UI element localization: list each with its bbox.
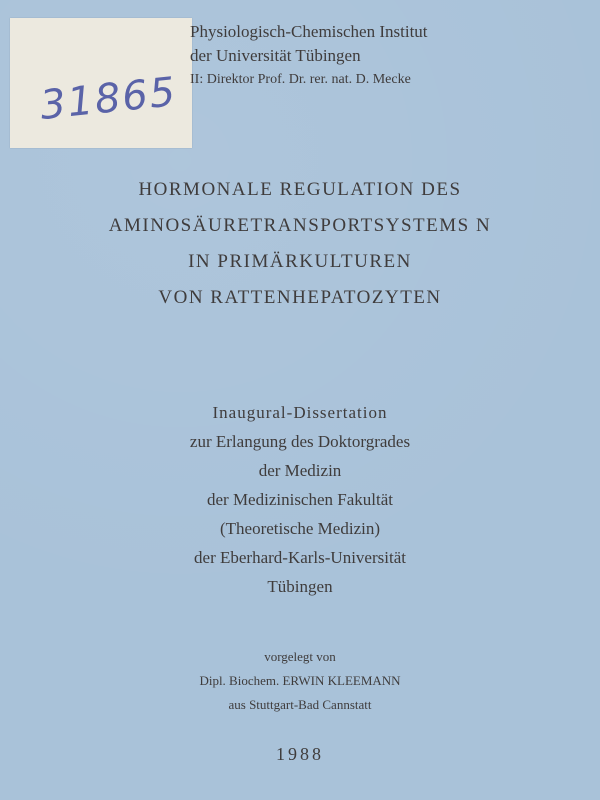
title-line-2: AMINOSÄURETRANSPORTSYSTEMS N [108,215,492,236]
author-intro: vorgelegt von [264,649,336,664]
dissertation-line-4: der Medizinischen Fakultät [206,490,393,509]
institute-line-3: II: Direktor Prof. Dr. rer. nat. D. Mecke [190,72,411,87]
dissertation-line-2: zur Erlangung des Doktorgrades [189,432,411,451]
institute-line-1: Physiologisch-Chemischen Institut [190,22,428,41]
institute-line-2: der Universität Tübingen [190,46,361,65]
dissertation-line-5: (Theoretische Medizin) [219,519,380,538]
title-line-1: HORMONALE REGULATION DES [138,179,462,200]
title-line-4: VON RATTENHEPATOZYTEN [158,287,442,308]
title-line-3: IN PRIMÄRKULTUREN [188,251,412,272]
publication-year: 1988 [276,744,324,764]
dissertation-info [0,398,600,601]
author-block [0,645,600,717]
author-name: Dipl. Biochem. ERWIN KLEEMANN [199,673,401,688]
library-sticker [10,18,192,148]
dissertation-line-3: der Medizin [258,461,342,480]
dissertation-title [0,172,600,316]
dissertation-type: Inaugural-Dissertation [212,403,388,422]
dissertation-line-6: der Eberhard-Karls-Universität [194,548,406,567]
dissertation-line-7: Tübingen [267,577,333,596]
author-origin: aus Stuttgart-Bad Cannstatt [228,697,372,712]
handwritten-number: 31865 [37,68,180,130]
